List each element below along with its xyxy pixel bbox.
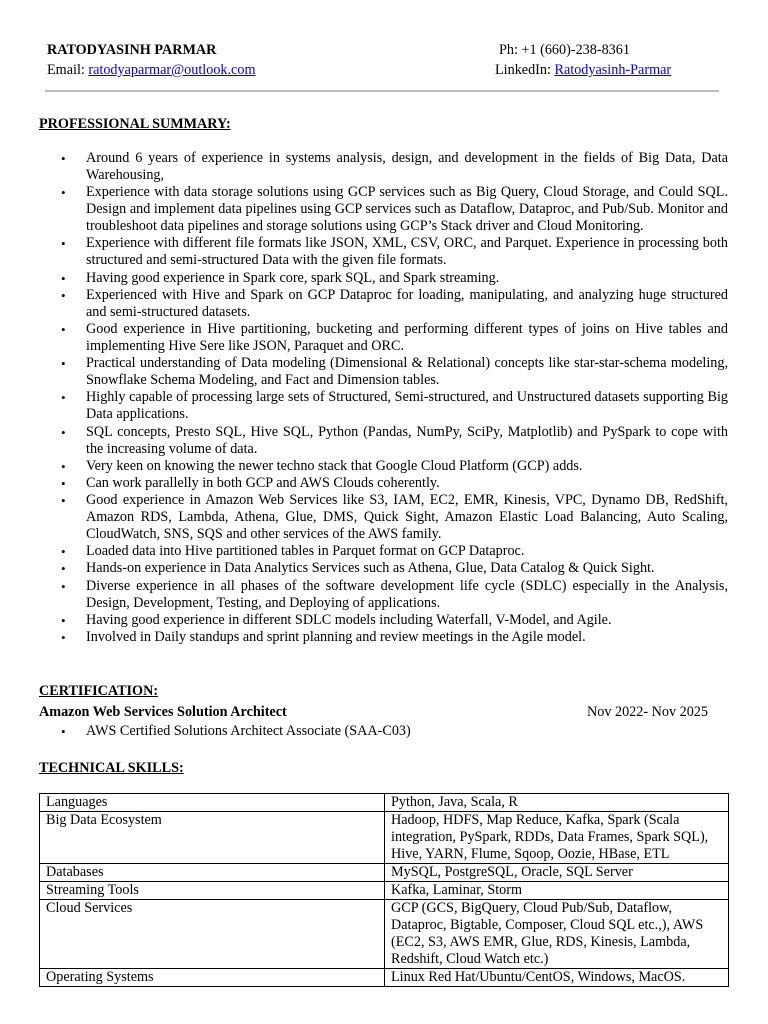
bullet-icon: • <box>61 270 66 286</box>
skills-table <box>39 793 729 987</box>
email-line <box>47 62 255 79</box>
list-item: • SQL concepts, Presto SQL, Hive SQL, Python (Pandas, NumPy, SciPy, Matplotlib) and PySpark to cope with the increasing volume of data. <box>61 423 728 457</box>
list-item: • Good experience in Amazon Web Services like S3, IAM, EC2, EMR, Kinesis, VPC, Dynamo DB, RedShift, Amazon RDS, Lambda, Athena, Glue, DMS, Quick Sight, Amazon Elastic Load Balancing, Auto Scaling, CloudWatch, SNS, SQS and other services of the AWS family. <box>61 492 728 543</box>
bullet-icon: • <box>61 578 66 594</box>
bullet-icon: • <box>61 458 66 474</box>
linkedin-line <box>495 62 671 79</box>
skill-values: MySQL, PostgreSQL, Oracle, SQL Server <box>385 864 729 882</box>
bullet-icon: • <box>61 561 66 577</box>
list-item: • Loaded data into Hive partitioned tables in Parquet format on GCP Dataproc. <box>61 543 525 560</box>
bullet-icon: • <box>61 544 66 560</box>
bullet-icon: • <box>61 424 66 440</box>
bullet-icon: • <box>61 612 66 628</box>
bullet-icon: • <box>61 236 66 252</box>
skill-category: Operating Systems <box>40 969 385 987</box>
list-item: • Experience with data storage solutions using GCP services such as Big Query, Cloud Storage, and Could SQL. Design and implement data pipelines using GCP services such as Dataflow, Dataproc, and Pub/Sub. Monitor and troubleshoot data pipelines and storage solutions using GCP’s Stack driver and Cloud Monitoring. <box>61 184 728 235</box>
certification-name: Amazon Web Services Solution Architect <box>39 704 287 720</box>
skill-values: Hadoop, HDFS, Map Reduce, Kafka, Spark (Scala integration, PySpark, RDDs, Data Frames, Spark SQL), Hive, YARN, Flume, Sqoop, Oozie, HBase, ETL <box>385 812 729 864</box>
bullet-icon: • <box>61 185 66 201</box>
bullet-icon: • <box>61 493 66 509</box>
list-item: • Highly capable of processing large sets of Structured, Semi-structured, and Unstructured datasets supporting Big Data applications. <box>61 389 728 423</box>
bullet-icon: • <box>61 321 66 337</box>
list-item: • Having good experience in different SDLC models including Waterfall, V-Model, and Agile. <box>61 611 612 628</box>
bullet-icon: • <box>61 390 66 406</box>
skill-values: Kafka, Laminar, Storm <box>385 882 729 900</box>
list-item: • Practical understanding of Data modeling (Dimensional & Relational) concepts like star-star-schema modeling, Snowflake Schema Modeling, and Fact and Dimension tables. <box>61 355 728 389</box>
skill-category: Languages <box>40 794 385 812</box>
bullet-icon: • <box>61 630 66 645</box>
skill-category: Databases <box>40 864 385 882</box>
candidate-name: RATODYASINH PARMAR <box>47 42 217 58</box>
skill-values: Linux Red Hat/Ubuntu/CentOS, Windows, MacOS. <box>385 969 729 987</box>
table-row <box>40 900 729 969</box>
email-link[interactable]: ratodyaparmar@outlook.com <box>88 62 256 78</box>
table-row <box>40 882 729 900</box>
certification-dates: Nov 2022- Nov 2025 <box>587 704 708 720</box>
list-item: • Having good experience in Spark core, spark SQL, and Spark streaming. <box>61 269 500 286</box>
list-item: • Involved in Daily standups and sprint planning and review meetings in the Agile model. <box>61 629 586 645</box>
header-divider <box>45 90 719 92</box>
table-row <box>40 864 729 882</box>
skill-category: Streaming Tools <box>40 882 385 900</box>
table-row <box>40 969 729 987</box>
skill-values: GCP (GCS, BigQuery, Cloud Pub/Sub, Dataflow, Dataproc, Bigtable, Composer, Cloud SQL etc.,), AWS (EC2, S3, AWS EMR, Glue, RDS, Kinesis, Lambda, Redshift, Cloud Watch etc.) <box>385 900 729 969</box>
bullet-icon: • <box>61 475 66 491</box>
list-item: • Very keen on knowing the newer techno stack that Google Cloud Platform (GCP) adds. <box>61 457 583 474</box>
list-item: • Diverse experience in all phases of the software development life cycle (SDLC) especially in the Analysis, Design, Development, Testing, and Deploying of applications. <box>61 577 728 611</box>
linkedin-link[interactable]: Ratodyasinh-Parmar <box>554 62 672 78</box>
list-item: • AWS Certified Solutions Architect Associate (SAA-C03) <box>61 723 411 739</box>
bullet-icon: • <box>61 356 66 372</box>
list-item: • Hands-on experience in Data Analytics Services such as Athena, Glue, Data Catalog & Quick Sight. <box>61 560 655 577</box>
table-row <box>40 794 729 812</box>
certification-list <box>39 723 728 740</box>
linkedin-label: LinkedIn: <box>495 62 555 78</box>
summary-list <box>39 150 728 646</box>
email-label: Email: <box>47 62 89 78</box>
list-item: • Good experience in Hive partitioning, bucketing and performing different types of joins on Hive tables and implementing Hive Sere like JSON, Paraquet and ORC. <box>61 320 728 354</box>
skills-heading: TECHNICAL SKILLS: <box>39 760 184 776</box>
table-row <box>40 812 729 864</box>
certification-heading: CERTIFICATION: <box>39 683 159 699</box>
list-item: • Experienced with Hive and Spark on GCP Dataproc for loading, manipulating, and analyzing huge structured and semi-structured datasets. <box>61 286 728 320</box>
skill-category: Big Data Ecosystem <box>40 812 385 864</box>
skill-values: Python, Java, Scala, R <box>385 794 729 812</box>
list-item: • Can work parallelly in both GCP and AWS Clouds coherently. <box>61 474 440 491</box>
list-item: • Experience with different file formats like JSON, XML, CSV, ORC, and Parquet. Experience in processing both structured and semi-structured Data with the given file formats. <box>61 235 728 269</box>
list-item: • Around 6 years of experience in systems analysis, design, and development in the fields of Big Data, Data Warehousing, <box>61 150 728 183</box>
bullet-icon: • <box>61 287 66 303</box>
phone-number: Ph: +1 (660)-238-8361 <box>499 42 630 58</box>
summary-heading: PROFESSIONAL SUMMARY: <box>39 116 231 132</box>
skill-category: Cloud Services <box>40 900 385 969</box>
bullet-icon: • <box>61 151 66 166</box>
bullet-icon: • <box>61 724 66 739</box>
